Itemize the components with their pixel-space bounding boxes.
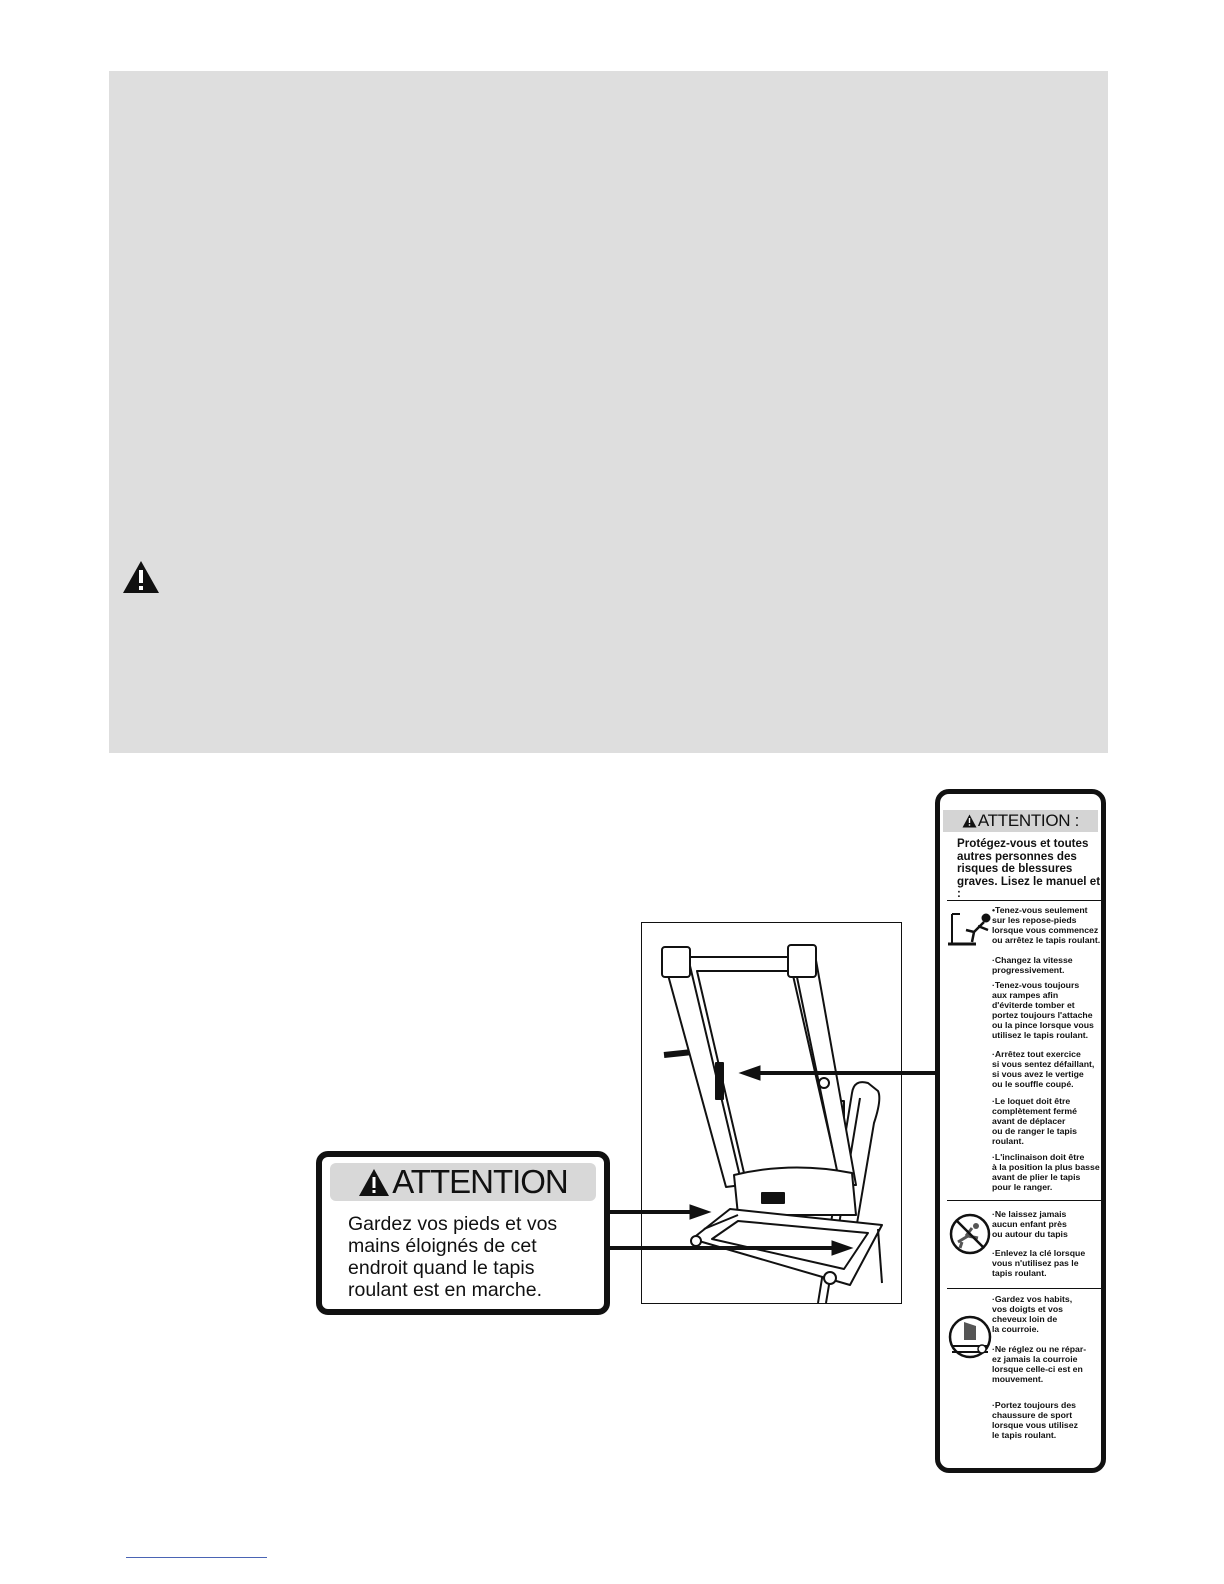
safety-item: ·Ne réglez ou ne répar- ez jamais la courroie lorsque celle-ci est en mouvement. [992, 1344, 1087, 1384]
warning-triangle-icon [122, 560, 160, 594]
safety-item: ·Le loquet doit être complètement fermé avant de déplacer ou de ranger le tapis roulant. [992, 1096, 1077, 1146]
divider [947, 1200, 1102, 1201]
divider [947, 900, 1102, 901]
attention-text: Gardez vos pieds et vos mains éloignés de cet endroit quand le tapis roulant est en marche. [348, 1213, 558, 1301]
safety-item: •Tenez-vous seulement sur les repose-pieds lorsque vous commencez ou arrêtez le tapis roulant. [992, 905, 1101, 945]
divider [947, 1288, 1102, 1289]
no-children-icon [948, 1212, 992, 1256]
warning-triangle-icon [962, 814, 977, 828]
pointer-arrows [600, 1060, 945, 1260]
safety-item: ·Portez toujours des chaussure de sport lorsque vous utilisez le tapis roulant. [992, 1400, 1078, 1440]
tall-attention-header [943, 810, 1098, 832]
attention-title: ATTENTION [392, 1163, 568, 1200]
belt-entanglement-icon [948, 1314, 992, 1360]
safety-item: ·Changez la vitesse progressivement. [992, 955, 1073, 975]
safety-item: ·Arrêtez tout exercice si vous sentez défaillant, si vous avez le vertige ou le souffle coupé. [992, 1049, 1095, 1089]
attention-label-safety [935, 789, 1106, 1473]
safety-item: ·Tenez-vous toujours aux rampes afin d'éviterde tomber et portez toujours l'attache ou la pince lorsque vous utilisez le tapis roulant. [992, 980, 1094, 1040]
safety-item: ·Ne laissez jamais aucun enfant près ou autour du tapis [992, 1209, 1068, 1239]
tall-attention-intro: Protégez-vous et toutes autres personnes des risques de blessures graves. Lisez le manuel et : [957, 837, 1101, 901]
tall-attention-title: ATTENTION : [977, 811, 1080, 830]
attention-label-feet-hands [316, 1151, 610, 1315]
safety-item: ·L'inclinaison doit être à la position la plus basse avant de plier le tapis pour le ranger. [992, 1152, 1100, 1192]
safety-item: ·Gardez vos habits, vos doigts et vos cheveux loin de la courroie. [992, 1294, 1073, 1334]
safety-item: ·Enlevez la clé lorsque vous n'utilisez pas le tapis roulant. [992, 1248, 1086, 1278]
warning-triangle-icon [358, 1168, 390, 1197]
attention-header [330, 1163, 596, 1201]
warning-panel [109, 71, 1108, 753]
footer-rule [126, 1557, 267, 1558]
falling-person-icon [946, 908, 992, 948]
